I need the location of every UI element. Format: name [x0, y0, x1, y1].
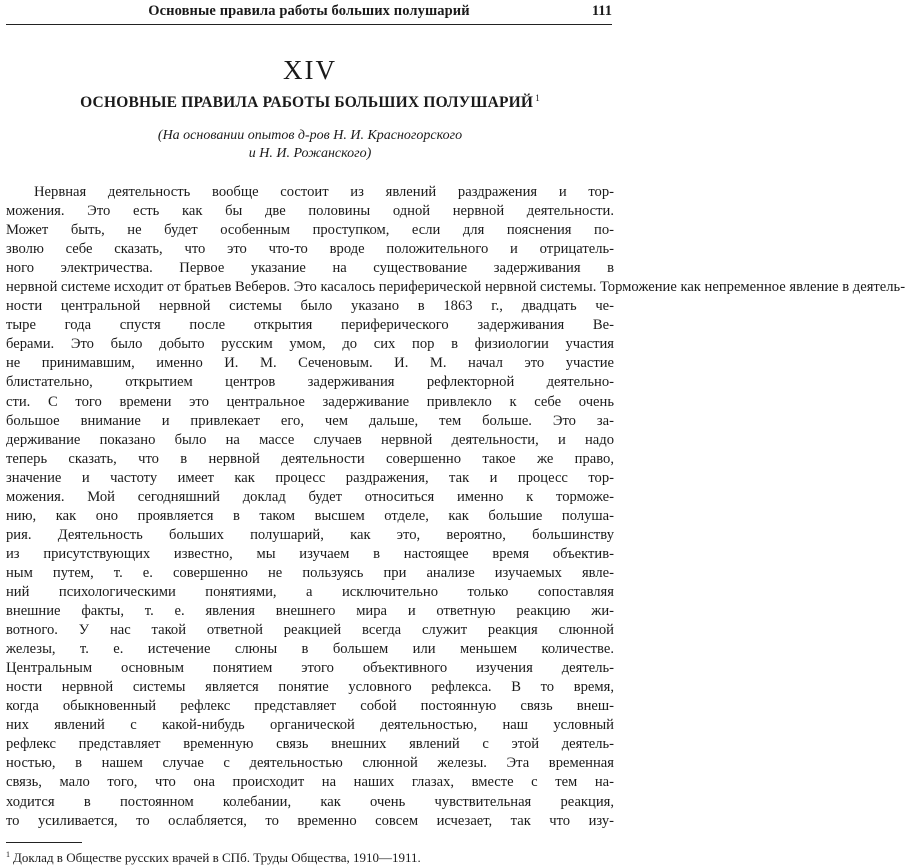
body-line: Нервная деятельность вообще состоит из явлений раздражения и тор- — [34, 184, 614, 200]
body-line: держивание показано было на массе случаев нервной деятельности, и надо — [6, 431, 614, 448]
body-line: теперь сказать, что в нервной деятельности совершенно такое же право, — [6, 450, 614, 467]
running-title: Основные правила работы больших полушарий — [148, 3, 470, 19]
subtitle-line: и Н. И. Рожанского) — [248, 146, 372, 161]
running-header — [6, 2, 612, 25]
body-line: внешние факты, т. е. явления внешнего мира и ответную реакцию жи- — [6, 603, 614, 620]
body-line: нервной системе исходит от братьев Веберов. Это касалось периферической нервной системы. Торможение как непременное явление в деятель- — [6, 279, 905, 296]
body-line: Может быть, не будет особенным проступком, если для пояснения по- — [6, 222, 614, 239]
body-line: них явлений с какой-нибудь органической деятельностью, наш условный — [6, 717, 614, 734]
page-number: 111 — [591, 3, 612, 19]
body-line: рия. Деятельность больших полушарий, как это, вероятно, большинству — [6, 526, 614, 543]
footnote-divider — [6, 842, 82, 843]
body-line: когда обыкновенный рефлекс представляет собой постоянную связь внеш- — [6, 698, 614, 715]
body-line: ного электричества. Первое указание на существование задерживания в — [6, 260, 614, 277]
chapter-number: XIV — [283, 55, 337, 85]
body-line: ным путем, т. е. совершенно не пользуясь при анализе изучаемых явле- — [6, 564, 614, 581]
body-line: можения. Это есть как бы две половины одной нервной деятельности. — [6, 203, 614, 220]
body-line: ностью, в нашем случае с деятельностью слюнной железы. Эта временная — [6, 755, 614, 772]
body-line: вотного. У нас такой ответной реакцией всегда служит реакция слюнной — [6, 622, 614, 639]
body-line: сти. С того времени это центральное задерживание привлекло к себе очень — [6, 393, 614, 410]
footnote-text: Доклад в Обществе русских врачей в СПб. Труды Общества, 1910—1911. — [13, 850, 421, 865]
body-line: ходится в постоянном колебании, как очень чувствительная реакция, — [6, 793, 614, 810]
body-line: ности центральной нервной системы было указано в 1863 г., двадцать че- — [6, 298, 614, 315]
body-line: тыре года спустя после открытия периферического задерживания Ве- — [6, 317, 614, 334]
body-line: ности нервной системы является понятие условного рефлекса. В то время, — [6, 679, 614, 696]
footnote — [6, 846, 612, 866]
body-line: Центральным основным понятием этого объективного изучения деятель- — [6, 660, 614, 677]
body-line: большое внимание и привлекает его, чем дальше, тем больше. Это за- — [6, 412, 614, 429]
body-line: ний психологическими понятиями, а исключительно только сопоставляя — [6, 583, 614, 600]
body-line: из присутствующих известно, мы изучаем в настоящее время объектив- — [6, 545, 614, 562]
footnote-marker: 1 — [6, 850, 10, 859]
body-line: берами. Это было добыто русским умом, до сих пор в физиологии участия — [6, 336, 614, 353]
body-line: нию, как оно проявляется в таком высшем отделе, как большие полуша- — [6, 507, 614, 524]
body-line: связь, мало того, что она происходит на наших глазах, вместе с тем на- — [6, 774, 614, 791]
body-line: значение и частоту имеет как процесс раздражения, так и процесс тор- — [6, 469, 614, 486]
chapter-title-text: ОСНОВНЫЕ ПРАВИЛА РАБОТЫ БОЛЬШИХ ПОЛУШАРИЙ — [80, 94, 534, 111]
body-paragraph — [6, 183, 905, 831]
body-line: то усиливается, то ослабляется, то временно совсем исчезает, так что изу- — [6, 812, 614, 829]
body-line: не принимавшим, именно И. М. Сеченовым. И. М. начал это участие — [6, 355, 614, 372]
chapter-title-footnote-marker: 1 — [535, 93, 540, 103]
body-line: рефлекс представляет временную связь внешних явлений с этой деятель- — [6, 736, 614, 753]
body-line: железы, т. е. истечение слюны в большем или меньшем количестве. — [6, 641, 614, 658]
chapter-subtitle — [0, 127, 620, 163]
subtitle-line: (На основании опытов д-ров Н. И. Красногорского — [157, 128, 463, 143]
body-line: блистательно, открытием центров задерживания рефлекторной деятельно- — [6, 374, 614, 391]
body-line: зволю себе сказать, что это что-то вроде положительного и отрицатель- — [6, 241, 614, 258]
body-line: можения. Мой сегодняшний доклад будет относиться именно к торможе- — [6, 488, 614, 505]
chapter-title — [0, 93, 620, 112]
